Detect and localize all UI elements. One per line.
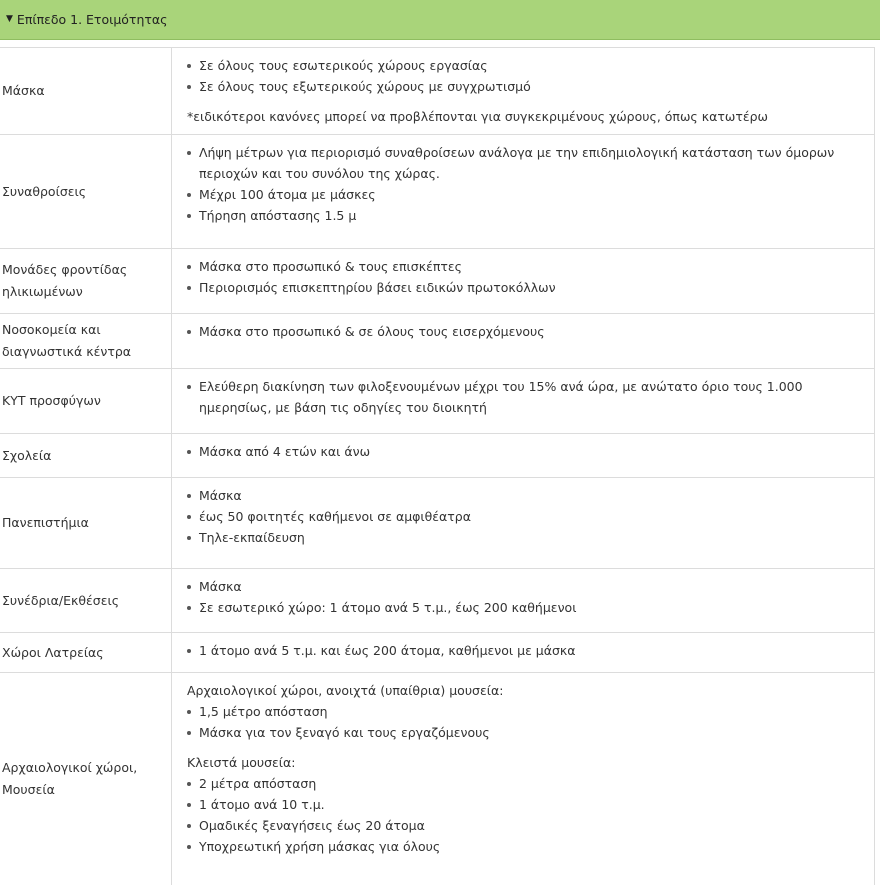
table-row <box>0 249 874 314</box>
list-item: 1 άτομο ανά 10 τ.μ. <box>184 794 864 815</box>
list-item: Μάσκα <box>184 485 864 506</box>
row-label: Σχολεία <box>0 434 172 477</box>
row-content <box>172 569 874 632</box>
measures-table <box>0 47 875 885</box>
row-content <box>172 434 874 477</box>
section-title: Επίπεδο 1. Ετοιμότητας <box>16 12 168 27</box>
note-text: *ειδικότεροι κανόνες μπορεί να προβλέπονται για συγκεκριμένους χώρους, όπως κατωτέρω <box>187 109 769 124</box>
list-item: Μέχρι 100 άτομα με μάσκες <box>184 184 864 205</box>
list-item: Σε όλους τους εσωτερικούς χώρους εργασίας <box>184 55 864 76</box>
list-item: Μάσκα στο προσωπικό & σε όλους τους εισερχόμενους <box>184 321 864 342</box>
row-label: Πανεπιστήμια <box>0 478 172 568</box>
list-item: Ελεύθερη διακίνηση των φιλοξενουμένων μέχρι του 15% ανά ώρα, με ανώτατο όριο τους 1.000 ημερησίως, με βάση τις οδηγίες του διοικητή <box>184 376 864 418</box>
row-label: Μάσκα <box>0 48 172 134</box>
table-row <box>0 135 874 249</box>
row-content <box>172 478 874 568</box>
table-row <box>0 478 874 569</box>
list-item: Σε όλους τους εξωτερικούς χώρους με συγχρωτισμό <box>184 76 864 97</box>
list-item: Τηλε-εκπαίδευση <box>184 527 864 548</box>
row-content <box>172 369 874 433</box>
list-item: 1 άτομο ανά 5 τ.μ. και έως 200 άτομα, καθήμενοι με μάσκα <box>184 640 864 661</box>
list-item: Μάσκα από 4 ετών και άνω <box>184 441 864 462</box>
list-item: Ομαδικές ξεναγήσεις έως 20 άτομα <box>184 815 864 836</box>
list-item: Περιορισμός επισκεπτηρίου βάσει ειδικών πρωτοκόλλων <box>184 277 864 298</box>
list-item: Τήρηση απόστασης 1.5 μ <box>184 205 864 226</box>
row-label: Συναθροίσεις <box>0 135 172 248</box>
table-row <box>0 673 874 885</box>
row-content <box>172 48 874 134</box>
row-content <box>172 249 874 313</box>
row-content <box>172 673 874 885</box>
table-row <box>0 434 874 478</box>
row-label: Συνέδρια/Εκθέσεις <box>0 569 172 632</box>
row-content <box>172 314 874 368</box>
table-row <box>0 633 874 673</box>
row-label: Χώροι Λατρείας <box>0 633 172 672</box>
list-item: Μάσκα <box>184 576 864 597</box>
row-label: ΚΥΤ προσφύγων <box>0 369 172 433</box>
list-item: Σε εσωτερικό χώρο: 1 άτομο ανά 5 τ.μ., έως 200 καθήμενοι <box>184 597 864 618</box>
list-item: 2 μέτρα απόσταση <box>184 773 864 794</box>
subheading: Κλειστά μουσεία: <box>187 755 296 770</box>
list-item: έως 50 φοιτητές καθήμενοι σε αμφιθέατρα <box>184 506 864 527</box>
row-content <box>172 135 874 248</box>
section-header-toggle[interactable] <box>0 0 880 40</box>
table-row <box>0 314 874 369</box>
row-label: Αρχαιολογικοί χώροι, Μουσεία <box>0 673 172 885</box>
row-content <box>172 633 874 672</box>
list-item: Μάσκα στο προσωπικό & τους επισκέπτες <box>184 256 864 277</box>
caret-down-icon: ▼ <box>6 13 13 24</box>
table-row <box>0 48 874 135</box>
row-label: Νοσοκομεία και διαγνωστικά κέντρα <box>0 314 172 368</box>
row-label: Μονάδες φροντίδας ηλικιωμένων <box>0 249 172 313</box>
list-item: Υποχρεωτική χρήση μάσκας για όλους <box>184 836 864 857</box>
subheading: Αρχαιολογικοί χώροι, ανοιχτά (υπαίθρια) μουσεία: <box>187 683 504 698</box>
list-item: 1,5 μέτρο απόσταση <box>184 701 864 722</box>
table-row <box>0 569 874 633</box>
table-row <box>0 369 874 434</box>
list-item: Μάσκα για τον ξεναγό και τους εργαζόμενους <box>184 722 864 743</box>
list-item: Λήψη μέτρων για περιορισμό συναθροίσεων ανάλογα με την επιδημιολογική κατάσταση των όμορων περιοχών και του συνόλου της χώρας. <box>184 142 864 184</box>
